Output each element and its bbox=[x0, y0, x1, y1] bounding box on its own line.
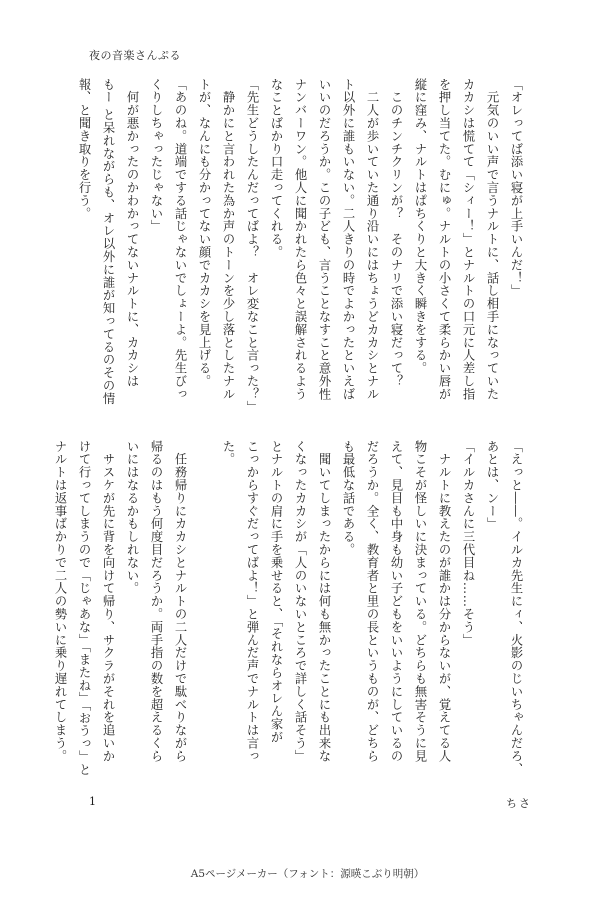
body-text-upper-block bbox=[77, 78, 528, 414]
text-line: 何が悪かったのかわかってないナルトに、カカシは bbox=[125, 78, 139, 388]
text-line: 帰るのはもう何度目だろうか。両手指の数を超えるくら bbox=[149, 440, 163, 763]
text-line: ナルトは返事ばかりで二人の勢いに乗り遅れてしまう。 bbox=[53, 440, 67, 763]
text-line: 縦に窪み、ナルトはぱちくりと大きく瞬きをする。 bbox=[413, 78, 427, 375]
text-line: た。 bbox=[221, 440, 235, 466]
text-line: とナルトの肩に手を乗せると、「それならオレん家が bbox=[269, 440, 283, 744]
text-line: もー と呆れながらも、オレ以外に誰が知ってるのその情 bbox=[101, 78, 115, 406]
text-line: だろうか。全く、教育者と里の長というものが、どちら bbox=[365, 440, 379, 763]
page-number: 1 bbox=[89, 795, 96, 808]
text-line: ナンバーワン。他人に聞かれたら色々と誤解されるよう bbox=[293, 78, 307, 401]
page-header-title: 夜の音楽さんぷる bbox=[89, 49, 181, 62]
text-line: ナルトに教えたのが誰かは分からないが、覚えてる人 bbox=[437, 440, 451, 763]
text-line: えて、見目も中身も幼い子どもをいいようにしているの bbox=[389, 440, 403, 763]
text-line: あとは、ンー」 bbox=[485, 440, 499, 531]
text-line: いいのだろうか。この子ども、言うことなすこと意外性 bbox=[317, 78, 331, 401]
text-line: このチンチクリンが？ そのナリで添い寝だって？ bbox=[389, 78, 403, 388]
text-line: 「オレってば添い寝が上手いんだ！」 bbox=[509, 78, 523, 298]
text-line: くりしちゃったじゃない」 bbox=[149, 78, 163, 233]
text-line: も最低な話である。 bbox=[341, 440, 355, 557]
text-line: いにはなるかもしれない。 bbox=[125, 440, 139, 595]
text-line: こっからすぐだってばよ！」と弾んだ声でナルトは言っ bbox=[245, 440, 259, 763]
text-line bbox=[192, 440, 216, 768]
text-line: ト以外に誰もいない。二人きりの時でよかったといえば bbox=[341, 78, 355, 401]
author-name: ちさ bbox=[506, 797, 532, 810]
text-line: トが、なんにも分かってない顔でカカシを見上げる。 bbox=[197, 78, 211, 388]
text-line: くなったカカシが「人のいないところで詳しく話そう」 bbox=[293, 440, 307, 763]
text-line: 聞いてしまったからには何も無かったことにも出来な bbox=[317, 440, 331, 763]
text-line: 「イルカさんに三代目ね……そう」 bbox=[461, 440, 475, 647]
text-line: 元気のいい声で言うナルトに、話し相手になっていた bbox=[485, 78, 499, 401]
text-line: 物こそが怪しいに決まっている。どちらも無害そうに見 bbox=[413, 440, 427, 763]
text-line: 「えっと――。イルカ先生にィ、火影のじいちゃんだろ、 bbox=[509, 440, 523, 776]
text-line: 静かにと言われた為か声のトーンを少し落としたナル bbox=[221, 78, 235, 401]
text-line: 「あのね。道端でする話じゃないでしょーよ。先生びっ bbox=[173, 78, 187, 401]
text-line: サスケが先に背を向けて帰り、サクラがそれを追いか bbox=[101, 440, 115, 763]
text-line: なことばかり口走ってくれる。 bbox=[269, 78, 283, 259]
text-line: 「先生どうしたんだってばよ？ オレ変なこと言った？」 bbox=[245, 78, 259, 414]
text-line: 二人が歩いていた通り沿いにはちょうどカカシとナル bbox=[365, 78, 379, 401]
text-line: カカシは慌てて「シィー！」とナルトの口元に人差し指 bbox=[461, 78, 475, 401]
footer-credit: A5ページメーカー（フォント：源暎こぶり明朝） bbox=[190, 868, 425, 880]
text-line: けて行ってしまうので「じゃあな」「またね」「おうっ」と bbox=[77, 440, 91, 776]
text-line: を押し当てた。むにゅ。ナルトの小さくて柔らかい唇が bbox=[437, 78, 451, 401]
body-text-lower-block bbox=[53, 440, 528, 776]
text-line: 任務帰りにカカシとナルトの二人だけで駄べりながら bbox=[173, 440, 187, 763]
text-line: 報、と聞き取りを行う。 bbox=[77, 78, 91, 220]
